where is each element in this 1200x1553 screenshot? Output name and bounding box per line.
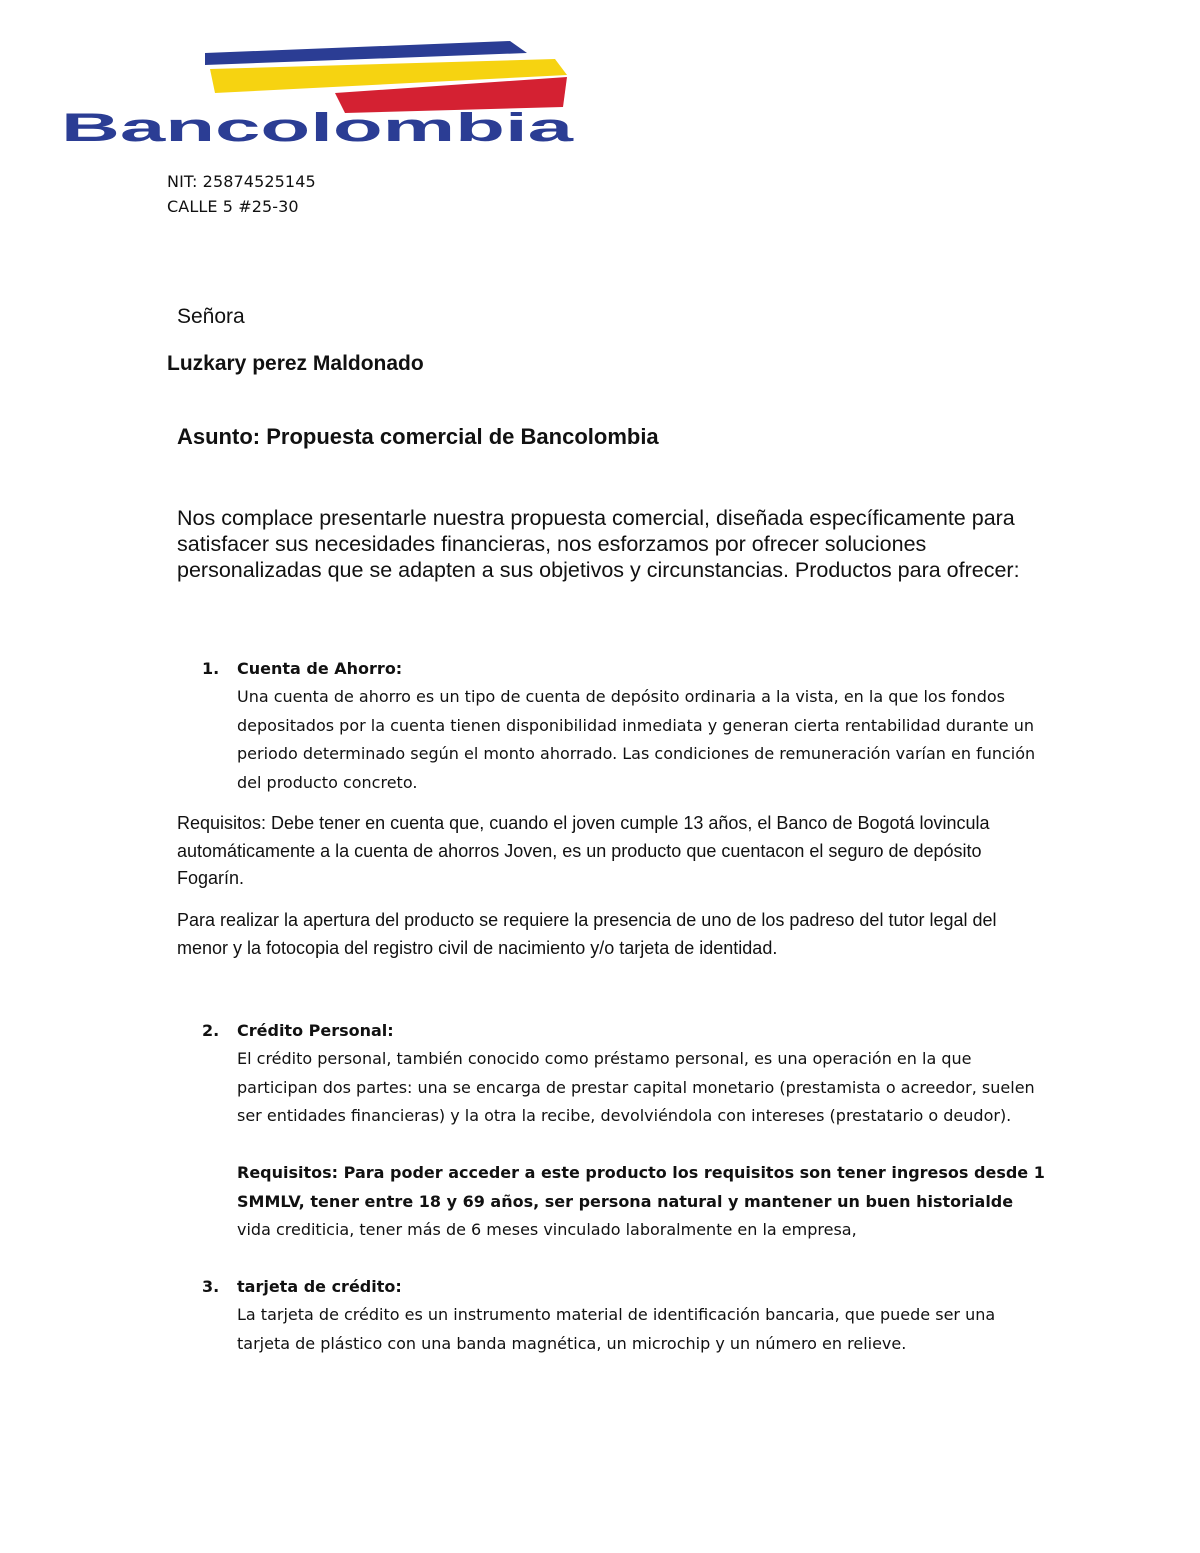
subject-line [177,424,659,450]
logo-graphic [55,35,585,150]
item-description-credit-card: La tarjeta de crédito es un instrumento material de identificación bancaria, que puede ser una tarjeta de plástico con una banda magnética, un microchip y un número en relieve. [237,1305,996,1353]
recipient-name: Luzkary perez Maldonado [167,352,424,375]
subject-text: Propuesta comercial de Bancolombia [260,424,659,449]
item-number-2: 2. [202,1021,220,1040]
item-title-credit-card: tarjeta de crédito: [237,1277,402,1296]
address: CALLE 5 #25-30 [167,197,299,216]
personal-credit-requirements-rest: vida crediticia, tener más de 6 meses vinculado laboralmente en la empresa, [237,1220,857,1239]
greeting: Señora [177,305,245,328]
bancolombia-logo [55,35,585,150]
item-title-personal-credit: Crédito Personal: [237,1021,394,1040]
item-number-3: 3. [202,1277,220,1296]
item-description-savings: Una cuenta de ahorro es un tipo de cuenta de depósito ordinaria a la vista, en la que los fondos depositados por la cuenta tienen disponibilidad inmediata y generan cierta rentabilidad durante un periodo determinado según el monto ahorrado. Las condiciones de remuneración varían en función del producto concreto. [237,687,1036,792]
subject-label: Asunto: [177,424,261,449]
logo-wordmark: Bancolombia [61,106,575,150]
item-title-savings: Cuenta de Ahorro: [237,659,403,678]
item-number-1: 1. [202,659,220,678]
nit-number: NIT: 25874525145 [167,172,316,191]
savings-requirements: Requisitos: Debe tener en cuenta que, cuando el joven cumple 13 años, el Banco de Bogotá lovincula automáticamente a la cuenta de ahorros Joven, es un producto que cuentacon el seguro de depósito Fogarín. [177,813,990,888]
savings-opening: Para realizar la apertura del producto se requiere la presencia de uno de los padreso del tutor legal del menor y la fotocopia del registro civil de nacimiento y/o tarjeta de identidad. [177,910,997,958]
item-description-personal-credit: El crédito personal, también conocido como préstamo personal, es una operación en la que participan dos partes: una se encarga de prestar capital monetario (prestamista o acreedor, suelen ser entidades financieras) y la otra la recibe, devolviéndola con intereses (prestatario o deudor). [237,1049,1035,1125]
intro-paragraph: Nos complace presentarle nuestra propuesta comercial, diseñada específicamente para satisfacer sus necesidades financieras, nos esforzamos por ofrecer soluciones personalizadas que se adapten a sus objetivos y circunstancias. Productos para ofrecer: [177,506,1020,582]
personal-credit-requirements: Requisitos: Para poder acceder a este producto los requisitos son tener ingresos desde 1 SMMLV, tener entre 18 y 69 años, ser persona natural y mantener un buen historialde [237,1163,1045,1211]
